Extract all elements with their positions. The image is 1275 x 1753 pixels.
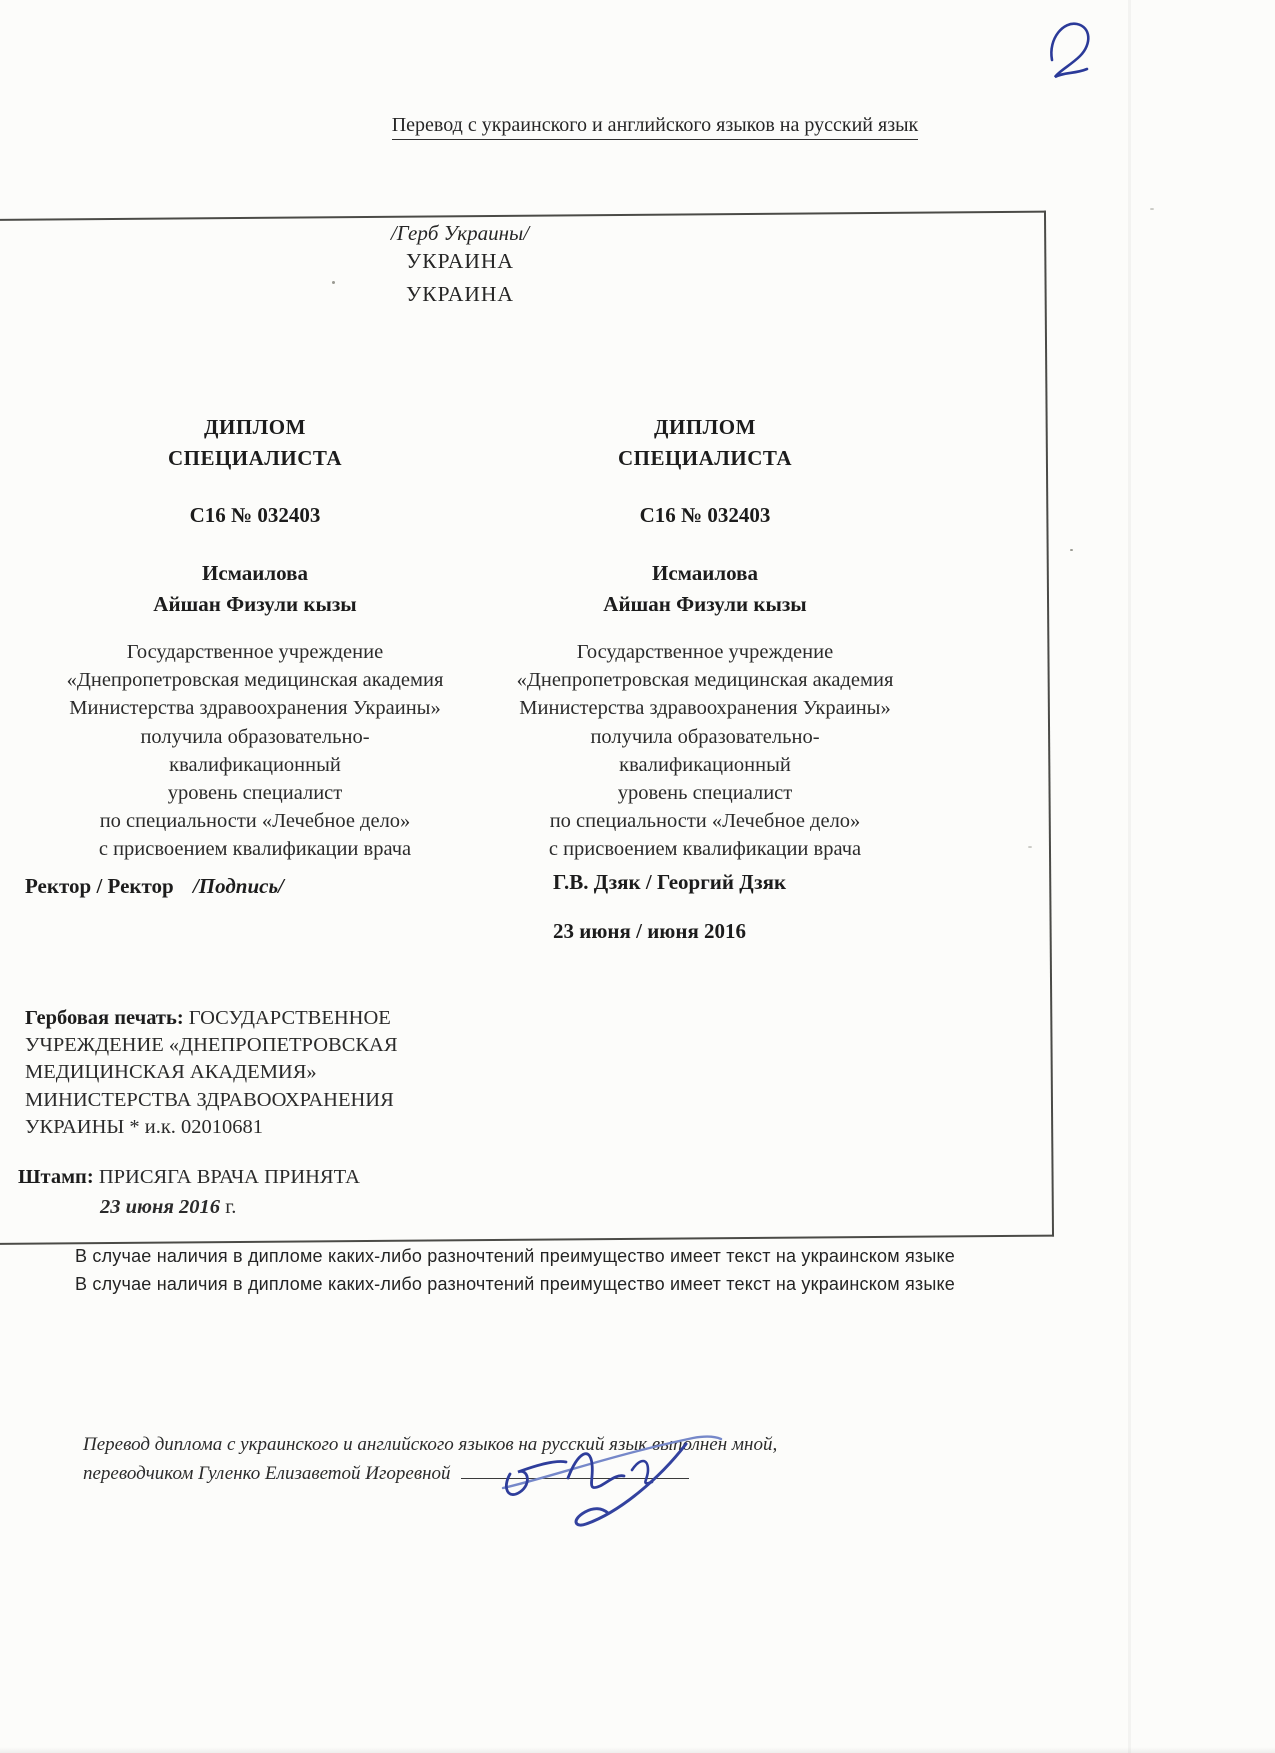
diploma-title-line1: ДИПЛОМ — [654, 415, 756, 439]
stamp-date: 23 июня 2016 — [100, 1196, 221, 1218]
seal-line — [25, 1005, 470, 1032]
translator-name-text: переводчиком Гуленко Елизаветой Игоревной — [83, 1463, 451, 1484]
country-line-ru: УКРАИНА — [406, 282, 514, 306]
diploma-column-right — [505, 412, 905, 864]
body-line: Министерства здравоохранения Украины» — [69, 697, 441, 720]
seal-line: МЕДИЦИНСКАЯ АКАДЕМИЯ» — [25, 1061, 317, 1084]
diploma-body-text — [505, 638, 905, 864]
discrepancy-disclaimer-line2: В случае наличия в дипломе каких-либо разночтений преимущество имеет текст на украинском языке — [75, 1274, 956, 1294]
graduate-surname: Исмаилова — [651, 561, 758, 585]
scan-artifact-line — [1128, 0, 1131, 1753]
diploma-column-left — [55, 412, 455, 864]
handwritten-signature — [488, 1416, 728, 1528]
diploma-date: 23 июня / июня 2016 — [553, 919, 747, 943]
diploma-body-text — [55, 638, 455, 864]
body-line: «Днепропетровская медицинская академия — [516, 669, 894, 692]
scan-speck — [1150, 208, 1154, 210]
body-line: Министерства здравоохранения Украины» — [519, 697, 891, 720]
stamp-date-line — [100, 1196, 236, 1219]
handwritten-page-number — [1042, 14, 1102, 82]
body-line: с присвоением квалификации врача — [98, 838, 412, 861]
country-line-ua: УКРАИНА — [406, 249, 514, 273]
body-line: получила образовательно-квалификационный — [140, 725, 370, 776]
graduate-given-names: Айшан Физули кызы — [603, 592, 807, 616]
rector-label: Ректор / Ректор — [25, 874, 174, 898]
emblem-block — [260, 221, 660, 311]
diploma-title — [505, 412, 905, 474]
stamp-text: ПРИСЯГА ВРАЧА ПРИНЯТА — [98, 1166, 360, 1188]
seal-line: УЧРЕЖДЕНИЕ «ДНЕПРОПЕТРОВСКАЯ — [25, 1034, 398, 1057]
emblem-note: /Герб Украины/ — [390, 221, 530, 245]
rector-signature-line — [25, 874, 284, 899]
diploma-number: С16 № 032403 — [189, 503, 321, 527]
body-line: уровень специалист — [167, 782, 343, 805]
graduate-name — [55, 558, 455, 620]
body-line: по специальности «Лечебное дело» — [99, 810, 411, 833]
translator-note-line1: Перевод диплома с украинского и английского языков на русский язык выполнен мной, — [83, 1434, 778, 1455]
graduate-name — [505, 558, 905, 620]
seal-line: МИНИСТЕРСТВА ЗДРАВООХРАНЕНИЯ — [25, 1088, 394, 1111]
diploma-title-line1: ДИПЛОМ — [204, 415, 306, 439]
diploma-title — [55, 412, 455, 474]
body-line: Государственное учреждение — [126, 641, 384, 663]
body-line: с присвоением квалификации врача — [548, 838, 862, 861]
body-line: по специальности «Лечебное дело» — [549, 810, 861, 833]
body-line: получила образовательно-квалификационный — [590, 725, 820, 776]
rector-name: Г.В. Дзяк / Георгий Дзяк — [553, 870, 787, 894]
translator-certification — [83, 1430, 883, 1488]
graduate-surname: Исмаилова — [201, 561, 308, 585]
seal-description — [25, 1005, 470, 1141]
diploma-title-line2: СПЕЦИАЛИСТА — [617, 446, 793, 470]
stamp-date-suffix: г. — [225, 1196, 237, 1218]
seal-line: УКРАИНЫ * и.к. 02010681 — [25, 1115, 264, 1138]
translator-note-line2 — [83, 1459, 883, 1488]
stamp-label: Штамп: — [18, 1166, 94, 1188]
translation-header-text: Перевод с украинского и английского языков на русский язык — [392, 114, 919, 140]
body-line: уровень специалист — [617, 782, 793, 805]
stamp-description — [18, 1166, 360, 1189]
discrepancy-disclaimer-line1: В случае наличия в дипломе каких-либо разночтений преимущество имеет текст на украинском языке — [75, 1246, 956, 1266]
diploma-title-line2: СПЕЦИАЛИСТА — [167, 446, 343, 470]
translation-header — [355, 114, 955, 140]
scan-speck — [1070, 549, 1073, 551]
signature-placeholder-note: /Подпись/ — [192, 874, 284, 898]
body-line: «Днепропетровская медицинская академия — [66, 669, 444, 692]
seal-text: ГОСУДАРСТВЕННОЕ — [188, 1007, 391, 1029]
scan-edge-shadow — [0, 1747, 1275, 1753]
seal-label: Гербовая печать: — [25, 1007, 184, 1029]
graduate-given-names: Айшан Физули кызы — [153, 592, 357, 616]
diploma-number: С16 № 032403 — [639, 503, 771, 527]
body-line: Государственное учреждение — [576, 641, 834, 663]
